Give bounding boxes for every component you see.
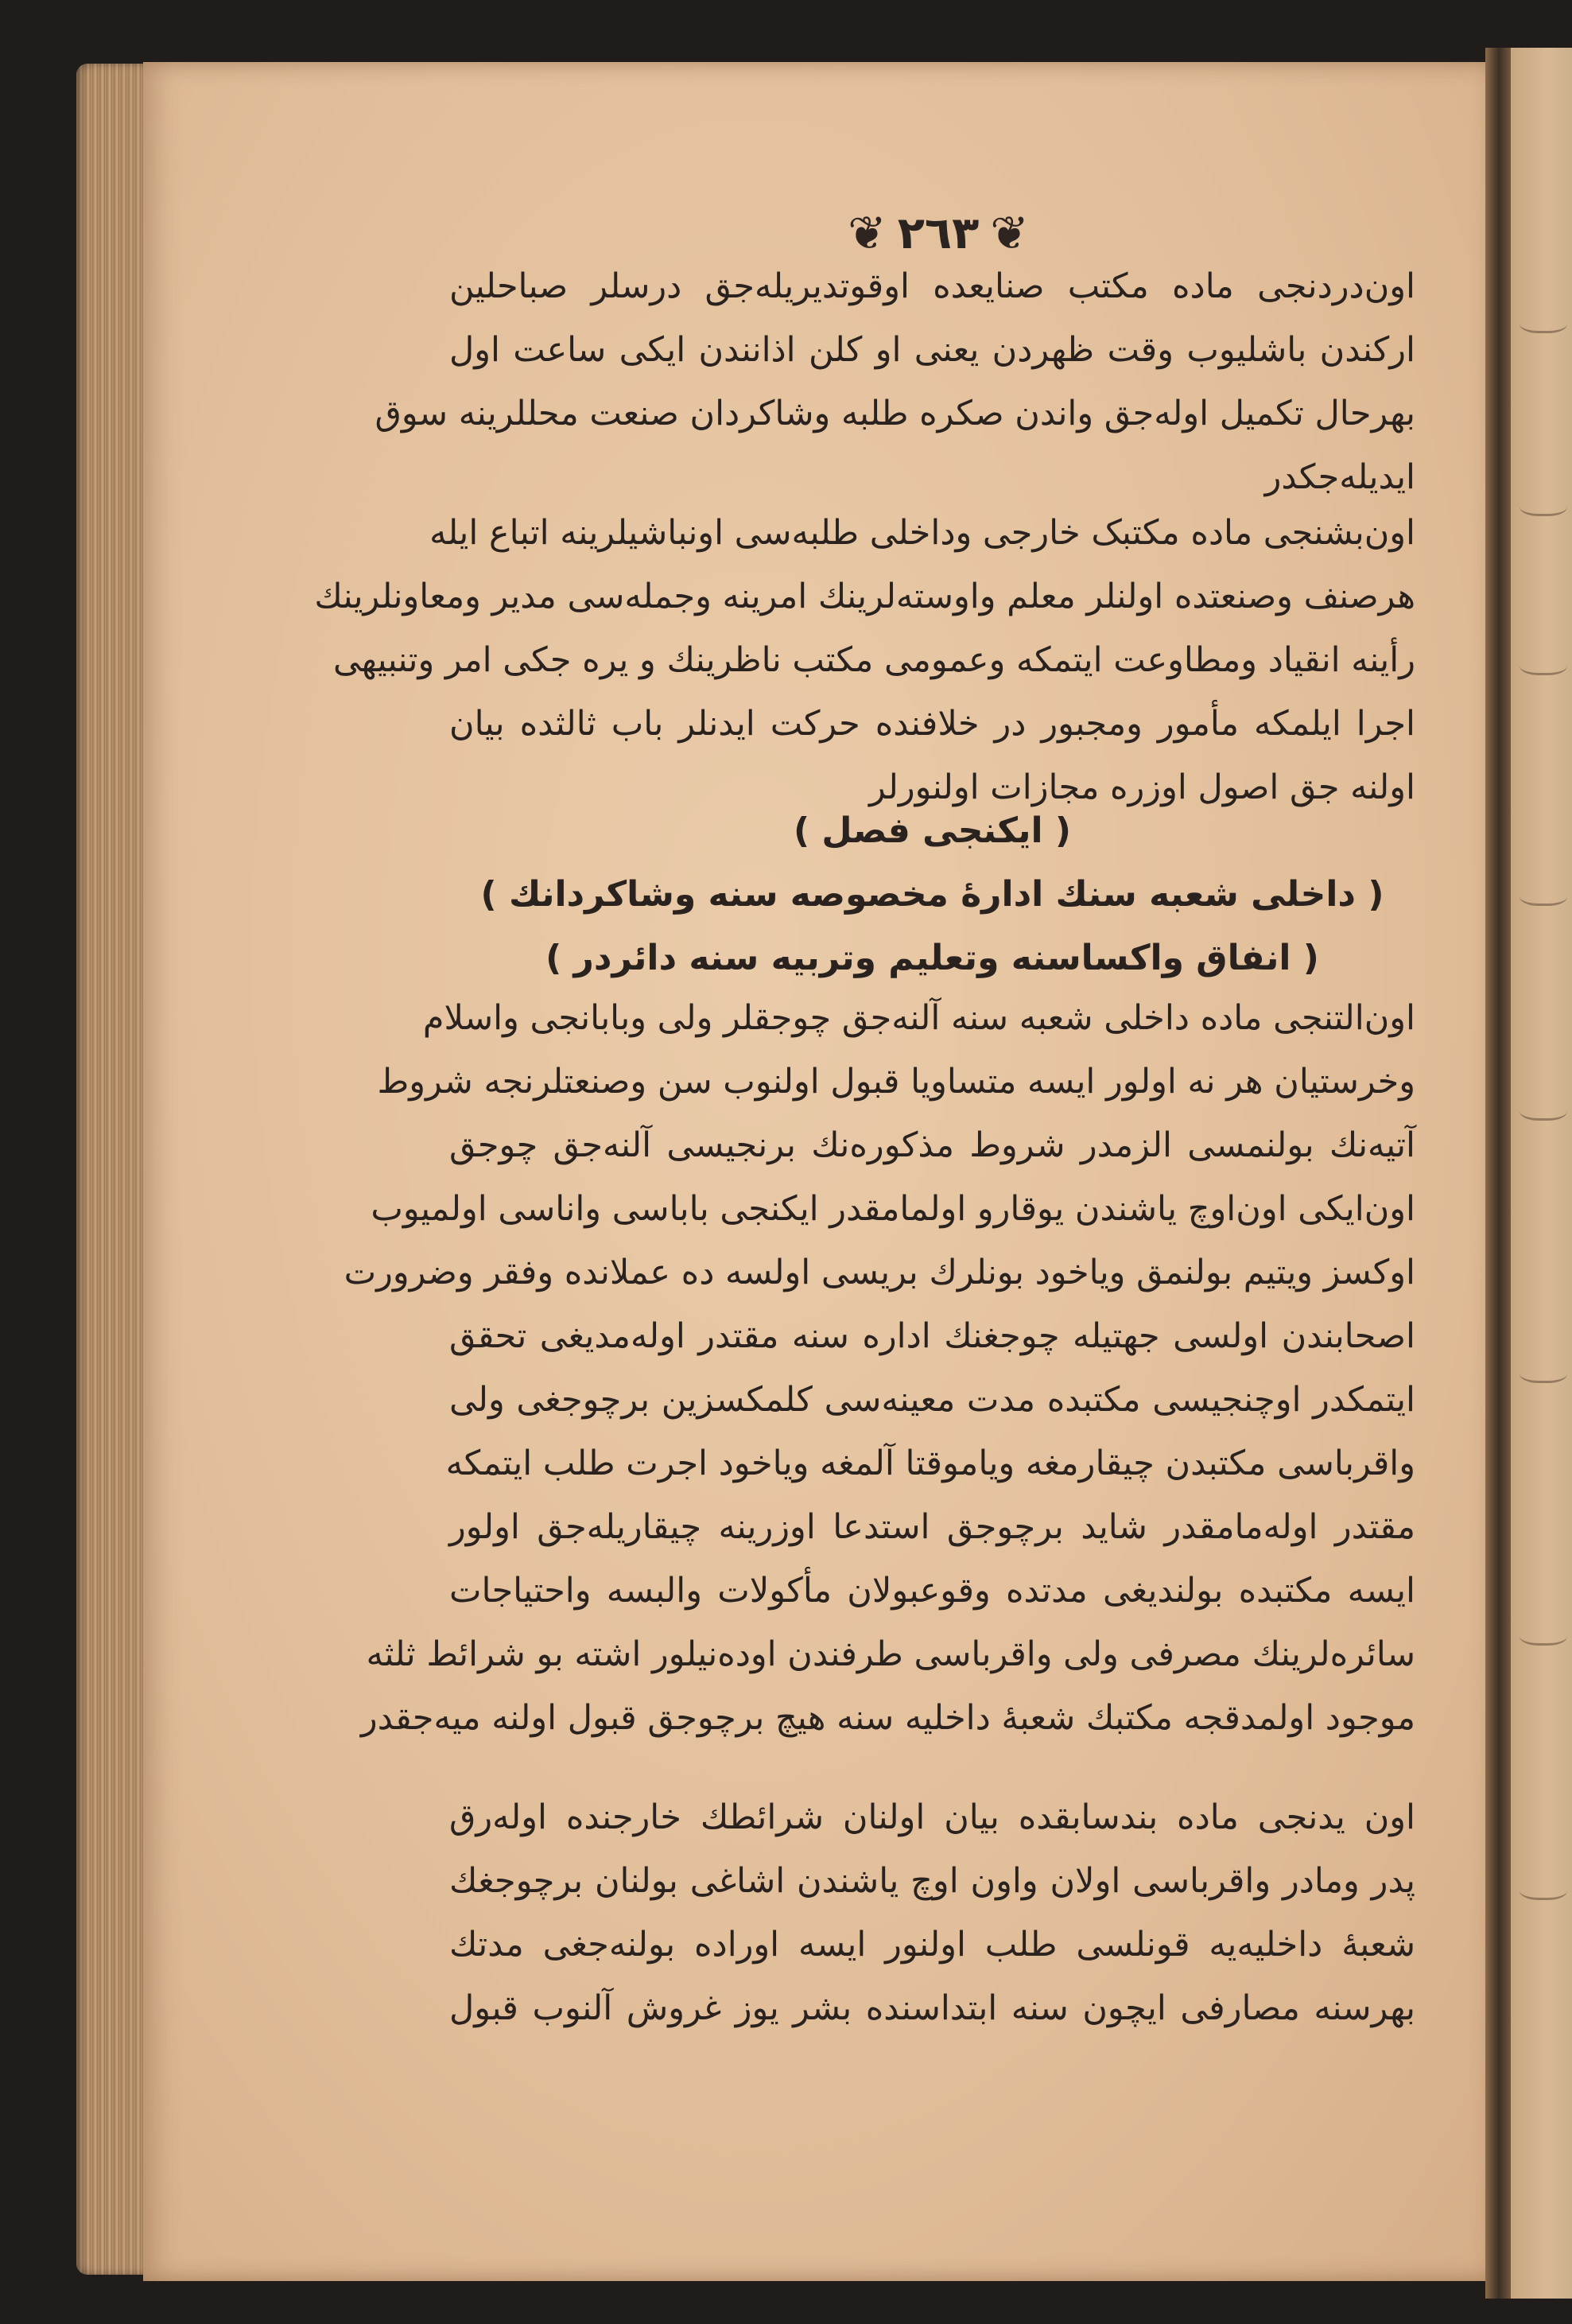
text-line: اوکسز ویتیم بولنمق ویاخود بونلرك بریسی اولسه ده عملانده وفقر وضرورت xyxy=(344,1253,1415,1292)
adjacent-page-strip xyxy=(1511,48,1572,2299)
chapter-heading: ( ایکنجی فصل ) xyxy=(794,810,1071,851)
text-line: اون‌دردنجی ماده مکتب صنایعده اوقوتدیریله‌جق درسلر صباحلین xyxy=(449,266,1415,306)
text-line: موجود اولمدقجه مکتبك شعبهٔ داخلیه سنه هیچ برچوجق قبول اولنه میه‌جقدر xyxy=(360,1698,1415,1738)
book-gutter xyxy=(1485,48,1512,2299)
text-line: وخرستیان هر نه اولور ایسه متساویا قبول اولنوب سن وصنعتلرنجه شروط xyxy=(377,1062,1415,1102)
text-line: ایدیله‌جکدر xyxy=(1264,457,1415,497)
text-line: آتیه‌نك بولنمسی الزمدر شروط مذکوره‌نك برنجیسی آلنه‌جق چوجق xyxy=(449,1125,1415,1165)
text-line: واقرباسی مکتبدن چیقارمغه ویاموقتا آلمغه ویاخود اجرت طلب ایتمکه xyxy=(445,1444,1415,1483)
page-edges xyxy=(76,64,148,2275)
text-line: بهرحال تکمیل اوله‌جق واندن صکره طلبه وشاکردان صنعت محللرینه سوق xyxy=(375,394,1415,433)
ornament-icon: ❦ xyxy=(990,206,1029,260)
text-line: شعبهٔ داخلیه‌یه قونلسی طلب اولنور ایسه اوراده بولنه‌جغی مدتك xyxy=(449,1925,1415,1965)
text-line: ایسه مکتبده بولندیغی مدتده وقوعبولان مأکولات والبسه واحتیاجات xyxy=(449,1571,1415,1611)
article-17 xyxy=(449,1786,1415,2040)
text-line: سائره‌لرینك مصرفی ولی واقرباسی طرفندن اوده‌نیلور اشته بو شرائط ثلثه xyxy=(366,1634,1415,1674)
text-line: اصحابندن اولسی جهتیله چوجغنك اداره سنه مقتدر اوله‌مدیغی تحقق xyxy=(449,1316,1415,1356)
text-line: اولنه جق اصول اوزره مجازات اولنورلر xyxy=(869,768,1415,807)
text-line: اون‌ایکی اون‌اوچ یاشندن یوقارو اولمامقدر ایکنجی باباسی واناسی اولمیوب xyxy=(371,1189,1415,1229)
text-line: اون‌التنجی ماده داخلی شعبه سنه آلنه‌جق چوجقلر ولی وبابانجی واسلام xyxy=(422,998,1415,1038)
article-16 xyxy=(344,986,1415,1750)
text-line: اون یدنجی ماده بندسابقده بیان اولنان شرائطك خارجنده اوله‌رق xyxy=(449,1797,1415,1837)
text-line: هرصنف وصنعتده اولنلر معلم واوسته‌لرینك امرینه وجمله‌سی مدیر ومعاونلرینك xyxy=(314,577,1415,616)
page-number: ٢٦٣ xyxy=(897,207,980,259)
text-line: ایتمکدر اوچنجیسی مکتبده مدت معینه‌سی کلمکسزین برچوجغی ولی xyxy=(449,1380,1415,1420)
text-line: اجرا ایلمکه مأمور ومجبور در خلافنده حرکت ایدنلر باب ثالثده بیان xyxy=(449,704,1415,744)
text-line: مقتدر اوله‌مامقدر شاید برچوجق استدعا اوزرینه چیقاریله‌جق اولور xyxy=(449,1507,1415,1547)
text-line: اون‌بشنجی ماده مکتبک خارجی وداخلی طلبه‌سی اونباشیلرینه اتباع ایله xyxy=(429,513,1415,553)
article-15 xyxy=(314,501,1415,819)
text-line: بهرسنه مصارفی ایچون سنه ابتداسنده بشر یوز غروش آلنوب قبول xyxy=(449,1988,1415,2028)
ornament-icon: ❦ xyxy=(848,206,887,260)
text-line: رأینه انقیاد ومطاوعت ایتمکه وعمومی مکتب ناظرینك و یره جکی امر وتنبیهی xyxy=(332,640,1415,680)
section-heading: ( انفاق واکساسنه وتعلیم وتربیه سنه دائردر ) xyxy=(545,938,1319,978)
text-line: پدر ومادر واقرباسی اولان واون اوچ یاشندن اشاغی بولنان برچوجغك xyxy=(449,1861,1415,1901)
article-14 xyxy=(375,255,1415,509)
section-heading: ( داخلی شعبه سنك ادارهٔ مخصوصه سنه وشاکردانك ) xyxy=(480,874,1384,915)
section-headings xyxy=(449,799,1415,990)
text-line: ارکندن باشلیوب وقت ظهردن یعنی او کلن اذانندن ایکی ساعت اول xyxy=(449,330,1415,370)
